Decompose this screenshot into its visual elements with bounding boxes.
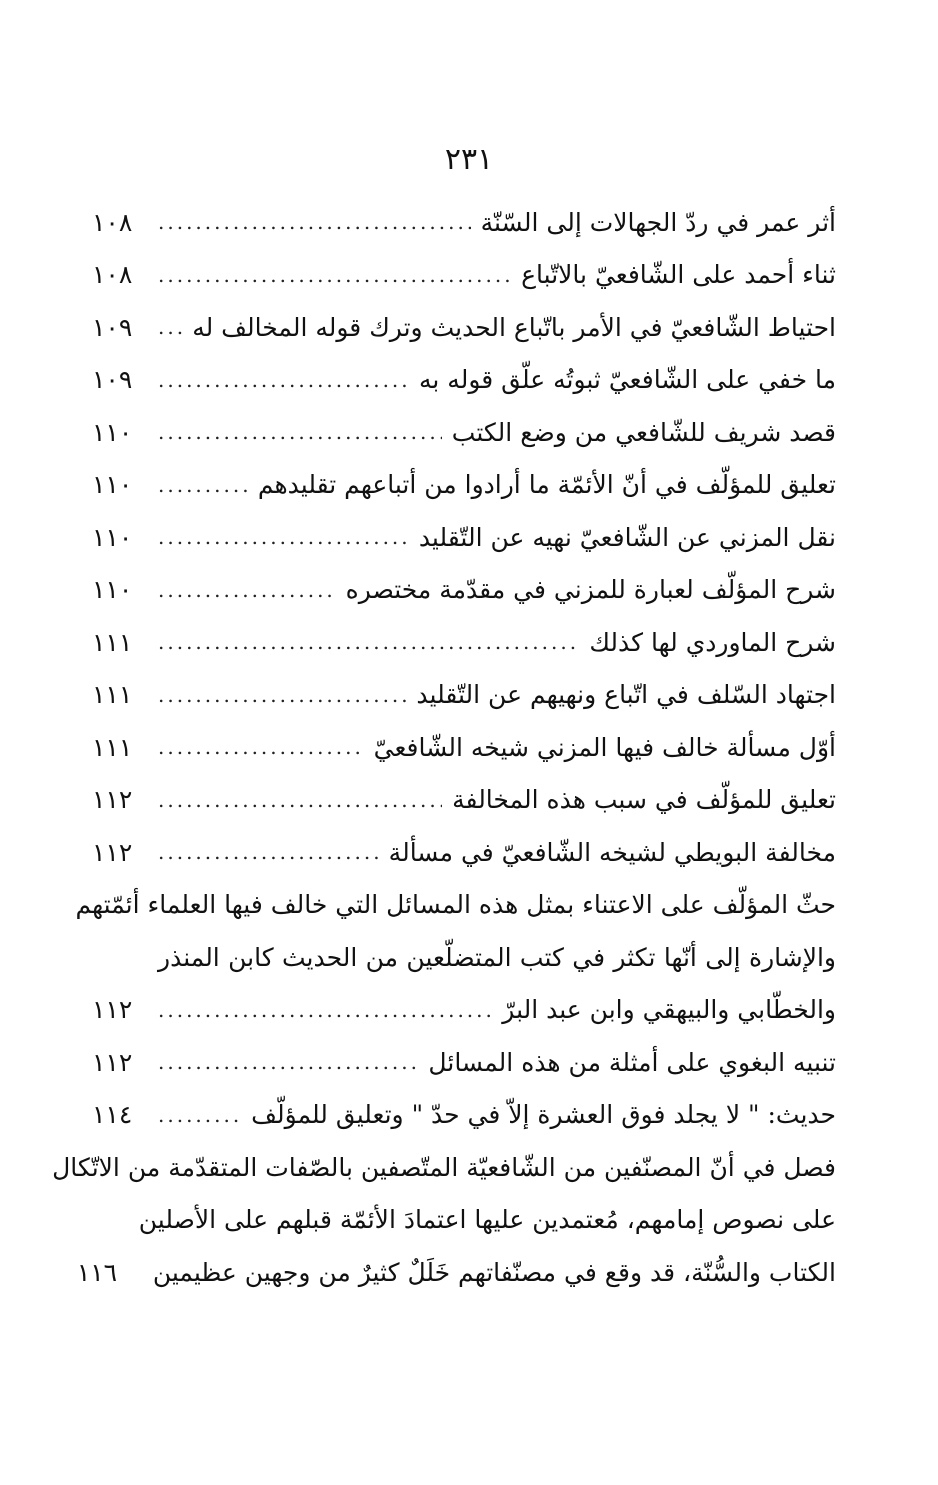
dot-leader xyxy=(158,840,379,864)
toc-entry-page: ١٠٨ xyxy=(92,260,133,290)
toc-entry-title: ثناء أحمد على الشّافعيّ بالاتّباع xyxy=(521,260,836,290)
toc-entry xyxy=(92,774,836,827)
dot-leader xyxy=(158,683,406,707)
dot-leader xyxy=(158,315,182,339)
dot-leader xyxy=(158,630,579,654)
table-of-contents xyxy=(52,196,836,1299)
dot-leader xyxy=(158,998,492,1022)
toc-entry xyxy=(76,1246,836,1299)
toc-entry xyxy=(92,826,836,879)
dot-leader xyxy=(158,1050,418,1074)
toc-entry-page: ١١٠ xyxy=(92,575,133,605)
toc-entry-title: حديث: " لا يجلد فوق العشرة إلاّ في حدّ " وتعليق للمؤلّف xyxy=(251,1100,836,1130)
toc-entry-title: والخطّابي والبيهقي وابن عبد البرّ xyxy=(502,995,836,1025)
toc-entry xyxy=(92,354,836,407)
toc-entry xyxy=(92,406,836,459)
toc-entry-page: ١٠٨ xyxy=(92,207,133,237)
toc-entry-page: ١١٠ xyxy=(92,417,133,447)
toc-entry-title: ما خفي على الشّافعيّ ثبوتُه علّق قوله به xyxy=(418,365,836,395)
dot-leader xyxy=(158,210,471,234)
toc-entry-page: ١١٢ xyxy=(92,785,133,815)
toc-entry-title: تنبيه البغوي على أمثلة من هذه المسائل xyxy=(428,1047,836,1077)
toc-entry-title: نقل المزني عن الشّافعيّ نهيه عن التّقليد xyxy=(418,522,836,552)
toc-entry xyxy=(92,669,836,722)
toc-entry-page: ١١١ xyxy=(92,680,133,710)
toc-entry-page: ١١٢ xyxy=(92,837,133,867)
toc-entry-title: أثر عمر في ردّ الجهالات إلى السّنّة xyxy=(480,207,836,237)
dot-leader xyxy=(158,525,409,549)
toc-entry-continued-line xyxy=(92,931,836,984)
toc-entry-page: ١١٠ xyxy=(92,522,133,552)
toc-entry-title: احتياط الشّافعيّ في الأمر باتّباع الحديث وترك قوله المخالف له xyxy=(192,312,836,342)
toc-entry-title: تعليق للمؤلّف في أنّ الأئمّة ما أرادوا من أتباعهم تقليدهم xyxy=(257,470,836,500)
toc-entry-page: ١١٤ xyxy=(92,1100,133,1130)
toc-entry-title: شرح المؤلّف لعبارة للمزني في مقدّمة مختصره xyxy=(345,575,836,605)
toc-entry-page: ١١١ xyxy=(92,732,133,762)
page-number: ٢٣١ xyxy=(444,142,494,177)
dot-leader xyxy=(158,368,409,392)
toc-entry-page: ١٠٩ xyxy=(92,312,133,342)
toc-entry-title: تعليق للمؤلّف في سبب هذه المخالفة xyxy=(452,785,836,815)
dot-leader xyxy=(158,578,336,602)
dot-leader xyxy=(158,788,442,812)
toc-entry-title: على نصوص إمامهم، مُعتمدين عليها اعتمادَ الأئمّة قبلهم على الأصلين xyxy=(138,1205,836,1235)
toc-entry xyxy=(92,249,836,302)
toc-entry xyxy=(92,459,836,512)
toc-entry-title: اجتهاد السّلف في اتّباع ونهيهم عن التّقليد xyxy=(416,680,836,710)
toc-entry-page: ١١٦ xyxy=(76,1257,118,1287)
toc-entry xyxy=(92,511,836,564)
toc-entry-page: ١١١ xyxy=(92,627,133,657)
toc-entry xyxy=(92,196,836,249)
dot-leader xyxy=(158,263,511,287)
dot-leader xyxy=(158,473,248,497)
toc-entry xyxy=(92,301,836,354)
toc-entry-title: والإشارة إلى أنّها تكثر في كتب المتضلّعين من الحديث كابن المنذر xyxy=(158,942,836,972)
toc-entry xyxy=(92,721,836,774)
toc-entry-title: الكتاب والسُّنّة، قد وقع في مصنّفاتهم خَلَلٌ كثيرٌ من وجهين عظيمين xyxy=(152,1257,836,1287)
toc-entry-continued-line xyxy=(75,879,836,932)
toc-entry xyxy=(92,616,836,669)
toc-entry-continued-line xyxy=(52,1141,836,1194)
toc-entry-title: شرح الماوردي لها كذلك xyxy=(589,627,836,657)
toc-entry-page: ١١٢ xyxy=(92,995,133,1025)
toc-entry xyxy=(92,1036,836,1089)
toc-entry-title: مخالفة البويطي لشيخه الشّافعيّ في مسألة xyxy=(388,837,836,867)
toc-entry xyxy=(92,564,836,617)
dot-leader xyxy=(158,735,364,759)
toc-entry-title: أوّل مسألة خالف فيها المزني شيخه الشّافعيّ xyxy=(373,732,836,762)
toc-entry-page: ١٠٩ xyxy=(92,365,133,395)
toc-entry-title: فصل في أنّ المصنّفين من الشّافعيّة المتّصفين بالصّفات المتقدّمة من الاتّكال xyxy=(52,1152,836,1182)
dot-leader xyxy=(158,420,442,444)
toc-entry-page: ١١٠ xyxy=(92,470,133,500)
toc-entry-title: قصد شريف للشّافعي من وضع الكتب xyxy=(451,417,836,447)
dot-leader xyxy=(158,1103,241,1127)
toc-entry xyxy=(92,1089,836,1142)
toc-entry-page: ١١٢ xyxy=(92,1047,133,1077)
toc-entry-continued-line xyxy=(92,1194,836,1247)
toc-entry xyxy=(92,984,836,1037)
toc-entry-title: حثّ المؤلّف على الاعتناء بمثل هذه المسائل التي خالف فيها العلماء أئمّتهم xyxy=(75,890,836,920)
